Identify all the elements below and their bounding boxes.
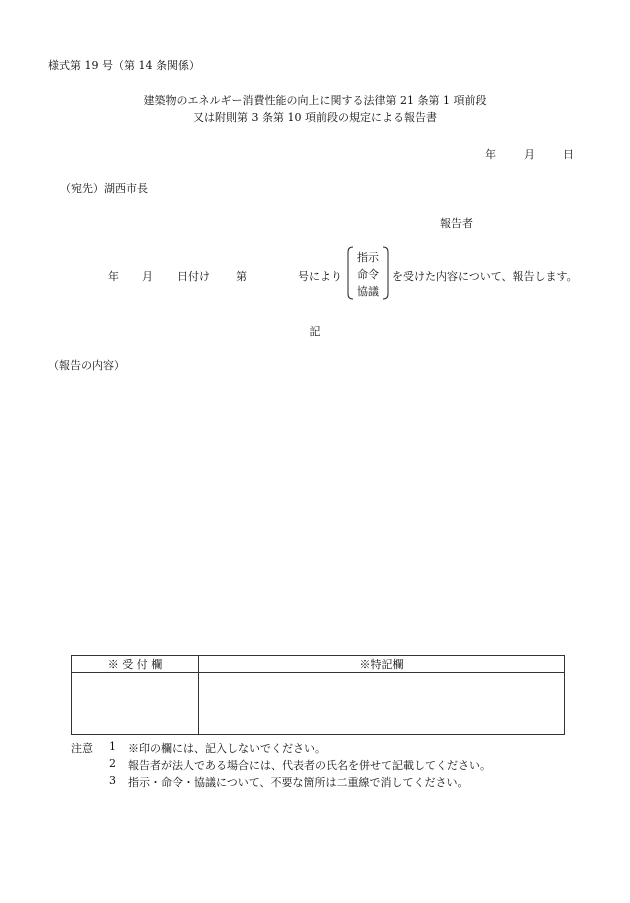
option-instruction: 指示: [357, 251, 379, 264]
report-contents-label: （報告の内容）: [48, 359, 125, 372]
ki-heading: 記: [309, 325, 321, 338]
sentence-tail: を受けた内容について、報告します。: [392, 270, 578, 283]
instruction-type-bracket: [346, 246, 390, 300]
special-notes-column-header: ※特記欄: [199, 656, 565, 673]
note-text: 報告者が法人である場合には、代表者の氏名を併せて記載してください。: [128, 759, 491, 772]
office-use-table: [71, 655, 565, 735]
sentence-year: 年: [108, 270, 119, 283]
date-month-label: 月: [524, 148, 535, 161]
notes-label: 注意: [71, 742, 93, 755]
sentence-number-prefix: 第: [236, 270, 247, 283]
document-title-line-1: 建築物のエネルギー消費性能の向上に関する法律第 21 条第 1 項前段: [143, 94, 487, 107]
option-consultation: 協議: [357, 285, 379, 298]
reception-column-header: ※ 受 付 欄: [72, 656, 199, 673]
note-number: 3: [109, 774, 116, 787]
sentence-number-suffix: 号により: [298, 270, 342, 283]
note-number: 2: [109, 757, 116, 770]
note-text: ※印の欄には、記入しないでください。: [128, 742, 326, 755]
option-order: 命令: [357, 268, 379, 281]
note-text: 指示・命令・協議について、不要な箇所は二重線で消してください。: [128, 776, 469, 789]
sentence-month: 月: [142, 270, 153, 283]
addressee: （宛先）湖西市長: [60, 182, 148, 195]
reporter-label: 報告者: [440, 217, 473, 230]
date-day-label: 日: [563, 148, 574, 161]
reception-cell: [72, 673, 199, 735]
form-number: 様式第 19 号（第 14 条関係）: [48, 59, 200, 72]
special-notes-cell: [199, 673, 565, 735]
note-number: 1: [109, 740, 116, 753]
date-year-label: 年: [485, 148, 496, 161]
sentence-dated: 日付け: [177, 270, 210, 283]
document-title-line-2: 又は附則第 3 条第 10 項前段の規定による報告書: [193, 111, 437, 124]
